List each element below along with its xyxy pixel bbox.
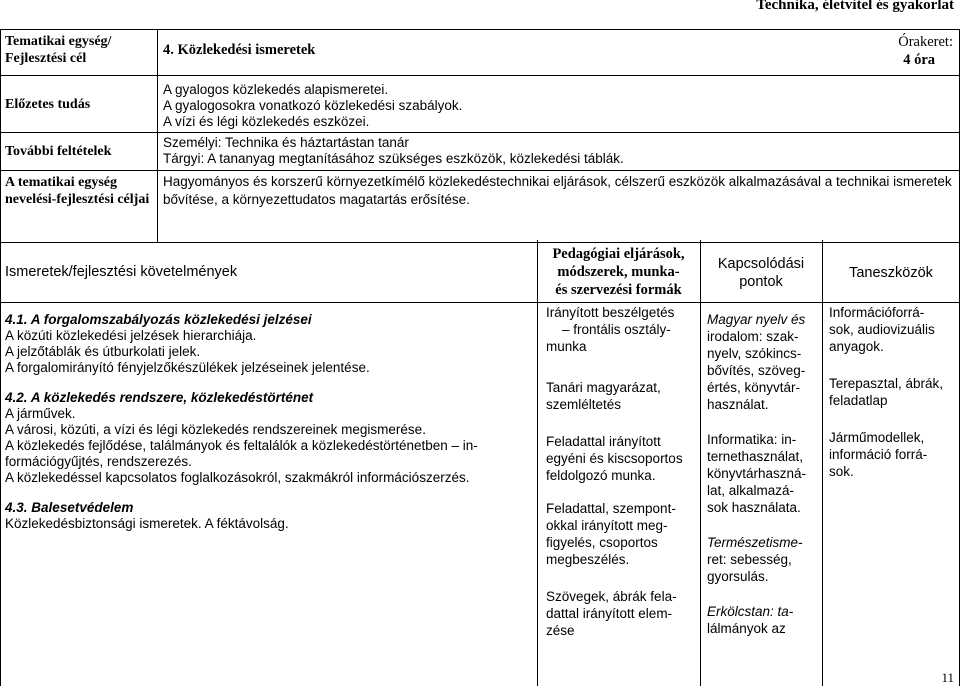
req-line: A közúti közlekedési jelzések hierarchiája. [5,328,257,343]
link-line: bővítés, szöveg- [707,363,806,378]
link-line: lat, alkalmazá- [707,483,795,498]
prior-knowledge [158,76,960,133]
link-line: gyorsulás. [707,569,769,584]
condition-line: Tárgyi: A tananyag megtanításához szükséges eszközök, közlekedési táblák. [163,151,624,166]
req-line: formációgyűjtés, rendszerezés. [5,454,192,469]
goals-text: Hagyományos és korszerű környezetkímélő közlekedéstechnikai eljárások, célszerű eszközök alkalmazásával a technikai ismeretek bővítése, a környezettudatos magatartás erősítése. [158,171,960,243]
label-unit: Tematikai egység/ Fejlesztési cél [1,30,158,76]
link-line: sok használata. [707,500,801,515]
links-list [707,311,821,637]
method-line: szemléltetés [546,397,622,412]
link-line: irodalom: szak- [707,329,799,344]
link-line: nyelv, szókincs- [707,346,802,361]
condition-line: Személyi: Technika és háztartástan tanár [163,135,409,150]
page-number: 11 [941,670,954,685]
link-line: értés, könyvtár- [707,380,801,395]
method-line: dattal irányított elem- [546,606,673,621]
req-line: A forgalomirányító fényjelzőkészülékek jelzéseinek jelentése. [5,360,370,375]
method-line: egyéni és kiscsoportos [546,451,683,466]
link-line: Informatika: in- [707,432,797,447]
method-line: okkal irányított meg- [546,518,668,533]
method-line: zése [546,623,575,638]
link-line: használat. [707,397,769,412]
tool-line: sok, audiovizuális [829,322,935,337]
tool-line: anyagok. [829,339,884,354]
method-line: Irányított beszélgetés [546,305,675,320]
page-header-subject: Technika, életvitel és gyakorlat [756,0,954,13]
req-line: A járművek. [5,406,76,421]
method-line: figyelés, csoportos [546,535,658,550]
req-line: A városi, közúti, a vízi és légi közlekedés rendszereinek megismerése. [5,422,426,437]
link-line: könyvtárhaszná- [707,466,807,481]
tool-line: sok. [829,464,854,479]
method-line: Tanári magyarázat, [546,380,661,395]
link-line: ternethasználat, [707,449,804,464]
methods-header: Pedagógiai eljárások, módszerek, munka- és szervezési formák [552,246,685,298]
label-conditions: További feltételek [1,133,158,171]
link-line: Természetisme- [707,535,803,550]
req-heading: 4.3. Balesetvédelem [5,500,134,515]
tool-line: Információforrá- [829,305,925,320]
method-line: Szövegek, ábrák fela- [546,589,677,604]
unit-title-cell [158,30,960,76]
hours-value: 4 óra [903,52,935,68]
req-heading: 4.1. A forgalomszabályozás közlekedési jelzései [5,312,312,327]
link-line: Magyar nyelv és [707,312,806,327]
req-line: A közlekedéssel kapcsolatos foglalkozásokról, szakmákról információszerzés. [5,470,470,485]
method-line: – frontális osztály- [562,322,671,337]
req-line: Közlekedésbiztonsági ismeretek. A féktávolság. [5,516,289,531]
prior-line: A vízi és légi közlekedés eszközei. [163,114,370,129]
links-header: Kapcsolódási pontok [717,256,805,290]
label-prior-knowledge: Előzetes tudás [1,76,158,133]
req-line: A közlekedés fejlődése, találmányok és feltalálók a közlekedéstörténetben – in- [5,438,478,453]
method-line: Feladattal, szempont- [546,501,676,516]
link-line: lálmányok az [707,621,786,636]
tool-line: feladatlap [829,393,888,408]
link-line: Erkölcstan: ta- [707,604,794,619]
hours-label: Órakeret: [898,34,953,50]
method-line: Feladattal irányított [546,434,661,449]
prior-line: A gyalogos közlekedés alapismeretei. [163,82,389,97]
methods-list [546,304,698,639]
tool-line: Terepasztal, ábrák, [829,376,944,391]
label-goals: A tematikai egység nevelési-fejlesztési céljai [1,171,158,243]
requirements-header: Ismeretek/fejlesztési követelmények [5,264,238,280]
conditions [158,133,960,171]
tool-line: Járműmodellek, [829,430,925,445]
req-heading: 4.2. A közlekedés rendszere, közlekedéstörténet [5,390,314,405]
requirements-list [5,312,535,532]
unit-title: 4. Közlekedési ismeretek [163,42,316,58]
tools-header: Taneszközök [849,265,933,281]
method-line: megbeszélés. [546,552,630,567]
link-line: ret: sebesség, [707,552,792,567]
prior-line: A gyalogosokra vonatkozó közlekedési szabályok. [163,98,463,113]
method-line: feldolgozó munka. [546,468,656,483]
req-line: A jelzőtáblák és útburkolati jelek. [5,344,201,359]
tool-line: információ forrá- [829,447,928,462]
method-line: munka [546,339,587,354]
tools-list [829,304,959,480]
unit-info-table [0,29,960,243]
